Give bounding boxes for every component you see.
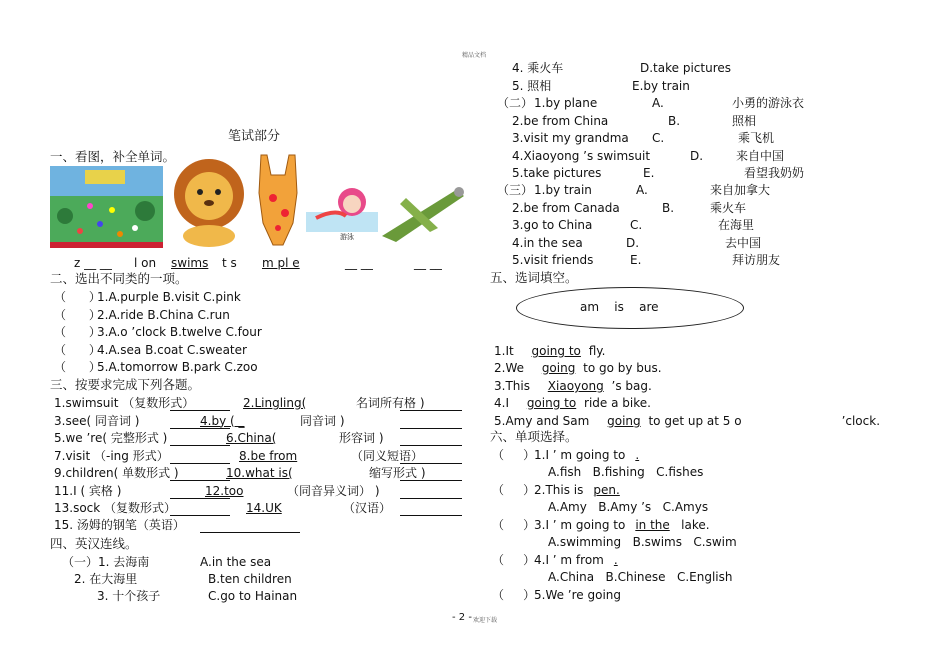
r-pair4-en: D.take pictures xyxy=(640,61,731,75)
s3-blank[interactable] xyxy=(170,399,230,411)
s6-question-text: 5.We ’re going xyxy=(534,588,622,602)
s2-answer-paren[interactable]: （ ） xyxy=(54,325,101,339)
s3-row15: 15. 汤姆的钢笔（英语） xyxy=(54,518,185,532)
match-left: 4.in the sea xyxy=(512,235,583,250)
s3-blank[interactable] xyxy=(400,487,462,499)
s6-answer-paren[interactable]: （ ） xyxy=(492,588,536,602)
s3-blank[interactable] xyxy=(400,504,462,516)
s6-answer-paren[interactable]: （ ） xyxy=(492,518,536,532)
s5-after: ’s bag. xyxy=(607,379,652,393)
s6-question xyxy=(534,518,710,532)
s4-part1-label: （一） xyxy=(62,555,99,569)
s5-before: 1.It xyxy=(494,344,518,358)
s3-left-item: 5.we ’re( 完整形式 ) xyxy=(54,431,168,445)
s3-right-item: （汉语） xyxy=(343,501,392,515)
s6-question-text: 2.This is xyxy=(534,483,584,497)
word-6: __ __ xyxy=(345,256,373,270)
s5-row xyxy=(494,414,880,428)
s2-item: 2.A.ride B.China C.run xyxy=(97,307,230,322)
match-letter: B. xyxy=(662,200,675,215)
word-4: t s xyxy=(222,256,237,270)
match-letter: D. xyxy=(626,235,640,250)
s2-answer-paren[interactable]: （ ） xyxy=(54,290,101,304)
s6-after: lake. xyxy=(677,518,710,532)
s4-pair2-cn: 2. 在大海里 xyxy=(74,572,138,586)
s4-pair3-en: C.go to Hainan xyxy=(208,589,298,603)
match-left: 3.visit my grandma xyxy=(512,131,629,145)
match-letter: D. xyxy=(690,148,704,163)
s4-pair1-cn: 1. 去海南 xyxy=(98,555,150,569)
match-letter: E. xyxy=(643,166,655,180)
swimming-girl-picture xyxy=(306,178,378,244)
match-letter: B. xyxy=(668,113,681,128)
match-right: 去中国 xyxy=(725,235,762,250)
match-left: 2.be from Canada xyxy=(512,200,620,215)
match-left: 3.go to China xyxy=(512,218,593,232)
match-right: 乘火车 xyxy=(710,200,747,215)
page-title: 笔试部分 xyxy=(228,129,281,144)
s6-options: A.swimming B.swims C.swim xyxy=(548,535,737,549)
s5-after: to get up at 5 o xyxy=(644,414,742,428)
s6-blank[interactable]: pen. xyxy=(593,483,620,497)
word-5: m pl e xyxy=(262,256,300,270)
match-right: 照相 xyxy=(732,113,757,128)
s6-question-text: 4.I ’ m from xyxy=(534,553,604,567)
s6-question-text: 3.I ’ m going to xyxy=(534,518,626,532)
s5-before: 2.We xyxy=(494,361,528,375)
word-2: l on xyxy=(134,256,157,270)
s3-left-item: 11.I ( 宾格 ) xyxy=(54,483,122,498)
header-note: 精品文档 xyxy=(462,52,487,59)
section1-heading: 一、看图，补全单词。 xyxy=(50,149,176,164)
s3-blank[interactable] xyxy=(170,469,230,481)
s2-answer-paren[interactable]: （ ） xyxy=(54,307,101,322)
s2-item: 3.A.o ’clock B.twelve C.four xyxy=(97,325,262,339)
s5-blank-answer[interactable]: going xyxy=(607,414,641,428)
s5-row xyxy=(494,344,605,358)
s3-mid-item: 4.by ( _ xyxy=(200,413,245,428)
s3-left-item: 13.sock （复数形式） xyxy=(54,501,177,515)
r-pair4-cn: 4. 乘火车 xyxy=(512,61,564,75)
s5-row xyxy=(494,379,652,393)
s5-row xyxy=(494,361,662,375)
s6-blank[interactable]: . xyxy=(613,553,618,567)
s5-blank-answer[interactable]: Xiaoyong xyxy=(547,379,604,393)
s3-mid-item: 8.be from xyxy=(239,448,298,463)
s3-blank[interactable] xyxy=(170,504,230,516)
s5-row xyxy=(494,396,651,410)
s5-blank-answer[interactable]: going to xyxy=(531,344,581,358)
s5-after: fly. xyxy=(584,344,606,358)
s6-blank[interactable]: in the xyxy=(635,518,670,532)
s4-pair1-en: A.in the sea xyxy=(200,555,272,569)
word-choices: am is are xyxy=(580,300,659,314)
s5-before: 3.This xyxy=(494,379,534,393)
match-right: 在海里 xyxy=(718,218,755,232)
s3-right-item: 同音词 ) xyxy=(300,413,345,428)
match-left: 1.by train xyxy=(534,183,592,197)
s4-pair3-cn: 3. 十个孩子 xyxy=(97,589,161,603)
s5-before: 4.I xyxy=(494,396,513,410)
s5-after: to go by bus. xyxy=(579,361,662,375)
s3-blank[interactable] xyxy=(400,434,462,446)
s6-question xyxy=(534,588,673,602)
s3-right-item: （同音异义词） ) xyxy=(287,483,380,498)
s3-blank[interactable] xyxy=(170,452,230,464)
s6-question xyxy=(534,553,656,567)
s3-blank[interactable] xyxy=(400,452,462,464)
match-right: 看望我奶奶 xyxy=(744,166,805,180)
match-letter: A. xyxy=(636,183,648,197)
s6-options: A.fish B.fishing C.fishes xyxy=(548,465,704,479)
match-right: 来自中国 xyxy=(736,148,785,163)
lion-picture xyxy=(168,156,250,248)
s6-answer-paren[interactable]: （ ） xyxy=(492,553,536,567)
s6-question xyxy=(534,448,677,462)
s3-row15-blank[interactable] xyxy=(200,521,300,533)
s3-right-item: 形容词 ) xyxy=(339,431,384,445)
match-left: 5.visit friends xyxy=(512,253,594,267)
s3-right-item: 缩写形式 ) xyxy=(369,466,426,480)
match-left: 1.by plane xyxy=(534,96,598,110)
word-1: z __ __ xyxy=(74,256,112,270)
r-pair5-en: E.by train xyxy=(632,79,690,93)
s5-before: 5.Amy and Sam xyxy=(494,414,594,428)
swim-caption: 游泳 xyxy=(340,233,354,241)
s3-left-item: 1.swimsuit （复数形式） xyxy=(54,396,195,410)
match-right: 来自加拿大 xyxy=(710,183,771,197)
match-right: 拜访朋友 xyxy=(732,253,781,267)
s6-question-text: 1.I ’ m going to xyxy=(534,448,626,462)
s5-after: ride a bike. xyxy=(580,396,651,410)
s3-left-item: 9.children( 单数形式 ) xyxy=(54,466,179,480)
s5-after2: ’clock. xyxy=(841,414,881,428)
s5-blank-answer[interactable]: going xyxy=(541,361,576,375)
s2-answer-paren[interactable]: （ ） xyxy=(54,360,101,374)
plane-picture xyxy=(376,176,468,254)
word-3: swims xyxy=(171,256,209,270)
section5-heading: 五、选词填空。 xyxy=(490,270,578,285)
match-letter: C. xyxy=(630,218,643,232)
match-right: 小勇的游泳衣 xyxy=(732,96,805,110)
s4-pair2-en: B.ten children xyxy=(208,572,292,586)
s3-right-item: 名词所有格 ) xyxy=(356,396,425,410)
s3-right-item: （同义短语） xyxy=(351,448,424,463)
s3-blank[interactable] xyxy=(400,399,462,411)
s6-answer-paren[interactable]: （ ） xyxy=(492,448,536,462)
section4-heading: 四、英汉连线。 xyxy=(50,536,138,551)
s2-answer-paren[interactable]: （ ） xyxy=(54,342,101,357)
r-pair5-cn: 5. 照相 xyxy=(512,79,552,93)
s2-item: 1.A.purple B.visit C.pink xyxy=(97,290,241,304)
s3-mid-item: 10.what is( xyxy=(226,466,293,480)
match-letter: C. xyxy=(652,131,665,145)
s3-left-item: 7.visit （-ing 形式） xyxy=(54,448,169,463)
match-right: 乘飞机 xyxy=(738,131,775,145)
s5-blank-answer[interactable]: going to xyxy=(526,396,577,410)
s6-options: A.China B.Chinese C.English xyxy=(548,570,733,584)
s3-mid-item: 12.too xyxy=(205,483,244,498)
s6-question xyxy=(534,483,635,497)
s6-options: A.Amy B.Amy ’s C.Amys xyxy=(548,500,709,514)
section2-heading: 二、选出不同类的一项。 xyxy=(50,271,188,286)
s3-blank[interactable] xyxy=(400,417,462,429)
s3-mid-item: 2.Lingling( xyxy=(243,396,307,410)
s3-mid-item: 14.UK xyxy=(246,501,282,515)
s2-item: 5.A.tomorrow B.park C.zoo xyxy=(97,360,258,374)
s3-left-item: 3.see( 同音词 ) xyxy=(54,413,140,428)
s3-mid-item: 6.China( xyxy=(226,431,277,445)
s6-answer-paren[interactable]: （ ） xyxy=(492,483,536,497)
match-left: 2.be from China xyxy=(512,113,609,128)
match-letter: A. xyxy=(652,96,664,110)
match-left: 5.take pictures xyxy=(512,166,602,180)
page-number: - 2 - xyxy=(452,612,472,623)
footer-note: 欢迎下载 xyxy=(473,617,498,624)
section3-heading: 三、按要求完成下列各题。 xyxy=(50,377,201,392)
s6-blank[interactable]: . xyxy=(635,448,640,462)
s3-blank[interactable] xyxy=(400,469,462,481)
match-left: 4.Xiaoyong ’s swimsuit xyxy=(512,148,651,163)
word-7: __ __ xyxy=(414,256,442,270)
match-letter: E. xyxy=(630,253,642,267)
s2-item: 4.A.sea B.coat C.sweater xyxy=(97,342,247,357)
section6-heading: 六、单项选择。 xyxy=(490,429,578,444)
part2-label: （二） xyxy=(497,96,534,110)
zoo-picture xyxy=(50,166,163,248)
swimsuit-picture xyxy=(253,153,303,249)
s3-blank[interactable] xyxy=(170,434,230,446)
part3-label: （三） xyxy=(497,183,534,197)
